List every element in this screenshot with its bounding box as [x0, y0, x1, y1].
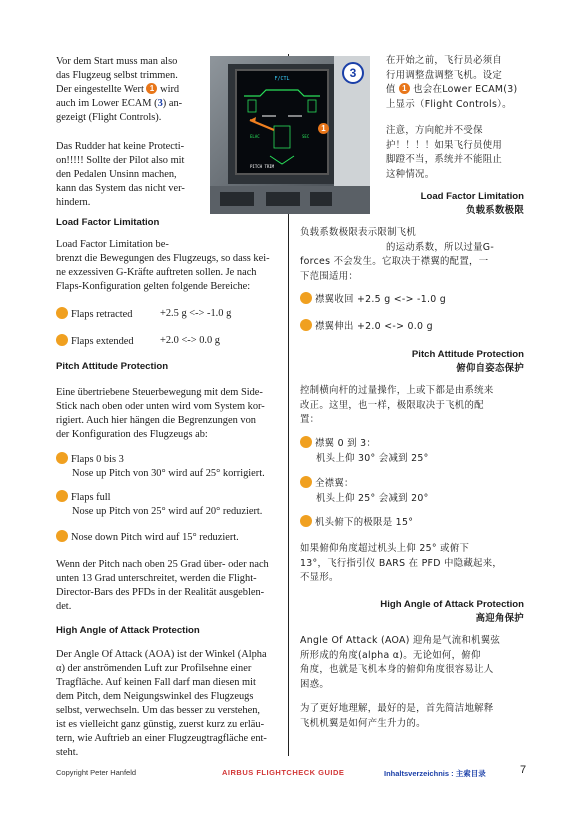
svg-text:ELAC: ELAC	[250, 134, 260, 139]
bullet-icon	[300, 436, 312, 448]
pap-heading: Pitch Attitude Protection	[56, 361, 169, 372]
pap-bullet-3: Nose down Pitch wird auf 15° reduziert.	[56, 530, 286, 545]
svg-text:SEC: SEC	[302, 134, 310, 139]
bullet-icon	[56, 307, 68, 319]
left-intro-line: das Flugzeug selbst trimmen.	[56, 70, 178, 81]
right-pap-bullet-1: 襟翼 0 到 3： 机头上仰 30° 会减到 25°	[300, 436, 536, 466]
left-intro-line: gezeigt (Flight Controls).	[56, 112, 162, 123]
right-pap-text: 控制横向杆的过量操作，上或下都是由系统来 改正。这里，也一样，极限取决于飞机的配 置：	[300, 385, 494, 426]
callout-one-inline: 1	[146, 83, 157, 94]
right-pap-bullet-2: 全襟翼： 机头上仰 25° 会减到 20°	[300, 476, 536, 506]
aoa-text: Der Angle Of Attack (AOA) ist der Winkel (Alpha α) der anströmenden Luft zur Profilsehne einer Tragfläche. Auf keinen Fall darf man diesen mit dem Pitch, dem Neigungswinkel des Flugzeugs selbst, verwechseln. Um das besser zu verstehen, ist es vielleicht ganz günstig, zuerst kurz zu erläu- tern, wie Auftrieb an einer Flugzeugtragfläche ent- steht.	[56, 649, 267, 758]
left-intro-line: Vor dem Start muss man also	[56, 56, 178, 67]
flaps-retracted-item: Flaps retracted +2.5 g <-> -1.0 g	[56, 307, 286, 322]
bullet-icon	[56, 334, 68, 346]
left-intro-line: Der eingestellte Wert 1 wird	[56, 84, 180, 95]
svg-text:F/CTL: F/CTL	[274, 76, 290, 82]
right-aoa-heading: High Angle of Attack Protection	[380, 599, 524, 610]
lfl-text: Load Factor Limitation be- brenzt die Bewegungen des Flugzeugs, so dass kei- ne exzessiven G-Kräfte auftreten sollen. Je nach Flaps-Konfiguration gelten folgende Bereiche:	[56, 239, 270, 292]
lfl-heading: Load Factor Limitation	[56, 217, 160, 228]
footer-index-link[interactable]: Inhaltsverzeichnis : 主索目录	[384, 769, 486, 778]
right-pap-heading-cn: 俯仰自姿态保护	[456, 363, 524, 374]
right-intro: 在开始之前，飞行员必须自 行用调整盘调整飞机。设定 值 1 也会在Lower ECAM(3) 上显示（Flight Controls）。	[386, 55, 518, 110]
callout-one-badge: 1	[318, 123, 329, 134]
fd-text: Wenn der Pitch nach oben 25 Grad über- oder nach unten 13 Grad unterschreitet, werden die Flight- Director-Bars des PFDs in der Realität ausgeblen- det.	[56, 559, 269, 612]
bullet-icon	[300, 319, 312, 331]
right-aoa-heading-cn: 高迎角保护	[475, 613, 524, 624]
left-warning: Das Rudder hat keine Protecti- on!!!!! Sollte der Pilot also mit den Pedalen Unsinn machen, kann das System das nicht ver- hindern.	[56, 141, 185, 208]
right-lfl-text: 负载系数极限表示限制飞机 的运动系数，所以过量G- forces 不会发生。它取决于襟翼的配置，一 下范围适用：	[300, 227, 494, 282]
pap-bullet-2: Flaps full Nose up Pitch von 25° wird auf 20° reduziert.	[56, 490, 286, 519]
bullet-icon	[300, 515, 312, 527]
right-flaps-extended: 襟翼伸出 +2.0 <-> 0.0 g	[300, 319, 536, 335]
right-aoa-text: Angle Of Attack (AOA) 迎角是气流和机翼弦 所形成的角度(alpha α)。无论如何，俯仰 角度，也就是飞机本身的俯仰角度很容易让人 困惑。 为了更好地理解，最好的是，首先简洁地解释 飞机机翼是如何产生升力的。	[300, 635, 501, 729]
svg-text:PITCH TRIM: PITCH TRIM	[250, 164, 275, 169]
left-intro	[56, 55, 214, 125]
flaps-extended-item: Flaps extended +2.0 <-> 0.0 g	[56, 334, 286, 349]
bullet-icon	[300, 476, 312, 488]
page-number: 7	[520, 764, 527, 776]
bullet-icon	[56, 530, 68, 542]
right-pap-bullet-3: 机头俯下的极限是 15°	[300, 515, 536, 531]
pap-text: Eine übertriebene Steuerbewegung mit dem Side- Stick nach oben oder unten wird vom System kor- rigiert. Auch hier hängen die Begrenzungen von der Konfiguration des Flugzeugs ab:	[56, 387, 265, 440]
bullet-icon	[300, 292, 312, 304]
footer-title: AIRBUS FLIGHTCHECK GUIDE	[222, 768, 345, 777]
right-flaps-retracted: 襟翼收回 +2.5 g <-> -1.0 g	[300, 292, 536, 308]
aoa-heading: High Angle of Attack Protection	[56, 625, 200, 636]
bullet-icon	[56, 490, 68, 502]
pap-bullet-1: Flaps 0 bis 3 Nose up Pitch von 30° wird auf 25° korrigiert.	[56, 452, 286, 481]
right-lfl-heading-cn: 负载系数极限	[465, 205, 524, 216]
right-pap-heading: Pitch Attitude Protection	[411, 349, 524, 360]
bullet-icon	[56, 452, 68, 464]
callout-three-badge: 3	[342, 62, 364, 84]
right-fd-text: 如果俯仰角度超过机头上仰 25° 或俯下 13°，飞行指引仪 BARS 在 PFD 中隐藏起来， 不显形。	[300, 543, 503, 584]
left-intro-line: auch im Lower ECAM (3) an-	[56, 98, 183, 109]
footer-copyright: Copyright Peter Hanfeld	[56, 768, 137, 777]
callout-one-inline: 1	[399, 83, 410, 94]
right-warning: 注意，方向舵并不受保 护！！！！如果飞行员使用 脚蹬不当，系统并不能阻止 这种情况。	[386, 125, 503, 180]
right-lfl-heading: Load Factor Limitation	[420, 191, 524, 202]
